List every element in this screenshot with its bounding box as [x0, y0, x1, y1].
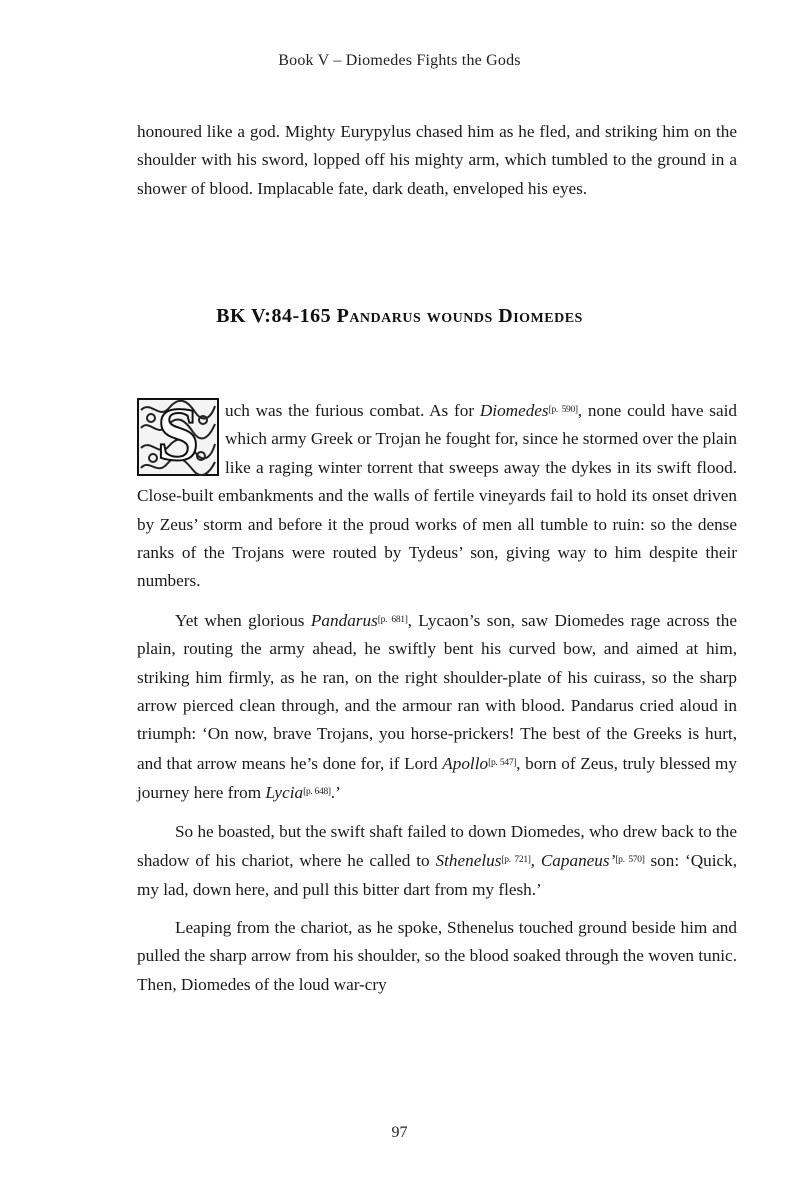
page-ref-apollo[interactable]: [p. 547] — [488, 757, 517, 768]
ref-name-diomedes: Diomedes — [479, 401, 549, 420]
paragraph-3 — [137, 818, 737, 904]
ref-name-pandarus: Pandarus — [310, 610, 378, 630]
p1-text-b: , none could have said which army Greek or Trojan he fought for, since he stormed over the plain like a raging winter torrent that sweeps away the dykes in its swift flood. Close-built embankments and the walls of fertile vineyards fail to hold its onset driven by Zeus’ storm and before it the proud works of men all tumble to ruin: so the dense ranks of the Trojans were routed by Tydeus’ son, giving way to him despite their numbers. — [137, 401, 737, 591]
paragraph-1 — [137, 393, 737, 596]
ref-name-apollo: Apollo — [442, 753, 489, 773]
page-ref-capaneus[interactable]: [p. 570] — [615, 855, 645, 866]
p3-text-c: son: ‘Quick, my lad, down here, and pull this bitter dart from my flesh.’ — [137, 851, 738, 899]
paragraph-4: Leaping from the chariot, as he spoke, Sthenelus touched ground beside him and pulled the sharp arrow from his shoulder, so the blood soaked through the woven tunic. Then, Diomedes of the loud war-cry — [137, 917, 737, 994]
drop-cap — [137, 393, 219, 477]
ref-name-capaneus: Capaneus’ — [540, 851, 616, 871]
ref-name-lycia: Lycia — [265, 783, 304, 803]
ref-name-sthenelus: Sthenelus — [435, 851, 502, 871]
p3-text-b: , — [530, 851, 541, 871]
page-ref-sthenelus[interactable]: [p. 721] — [501, 855, 531, 866]
p3-text-a: So he boasted, but the swift shaft failed to down Diomedes, who drew back to the shadow of his chariot, where he called to — [137, 821, 737, 871]
body-text — [137, 393, 738, 999]
continued-paragraph: honoured like a god. Mighty Eurypylus chased him as he fled, and striking him on the shoulder with his sword, lopped off his mighty arm, which tumbled to the ground in a shower of blood. Implacable fate, dark death, enveloped his eyes. — [137, 122, 737, 198]
paragraph-2 — [137, 606, 737, 808]
page-ref-diomedes[interactable]: [p. 590] — [548, 405, 578, 415]
p2-text-a: Yet when glorious — [175, 610, 311, 630]
page-number: 97 — [391, 1124, 408, 1141]
running-head: Book V – Diomedes Fights the Gods — [278, 52, 521, 69]
continued-paragraph-block — [137, 118, 737, 203]
p2-text-c: , born of Zeus, truly blessed my journey here from — [137, 753, 738, 803]
page-ref-pandarus[interactable]: [p. 681] — [377, 614, 408, 625]
drop-cap-letter: S — [156, 393, 200, 477]
p2-text-b: , Lycaon’s son, saw Diomedes rage across the plain, routing the army ahead, he swiftly bent his curved bow, and aimed at him, striking him firmly, as he ran, on the right shoulder-plate of his cuirass, so the sharp arrow pierced clean through, and the armour ran with blood. Pandarus cried aloud in triumph: ‘On now, brave Trojans, you horse-prickers! The best of the Greeks is hurt, and that arrow means he’s done for, if Lord — [137, 610, 737, 773]
p2-text-d: .’ — [330, 783, 341, 803]
section-heading: BK V:84-165 Pandarus wounds Diomedes — [216, 305, 583, 327]
p1-text-a: uch was the furious combat. As for — [225, 401, 480, 420]
page-ref-lycia[interactable]: [p. 648] — [303, 787, 331, 798]
